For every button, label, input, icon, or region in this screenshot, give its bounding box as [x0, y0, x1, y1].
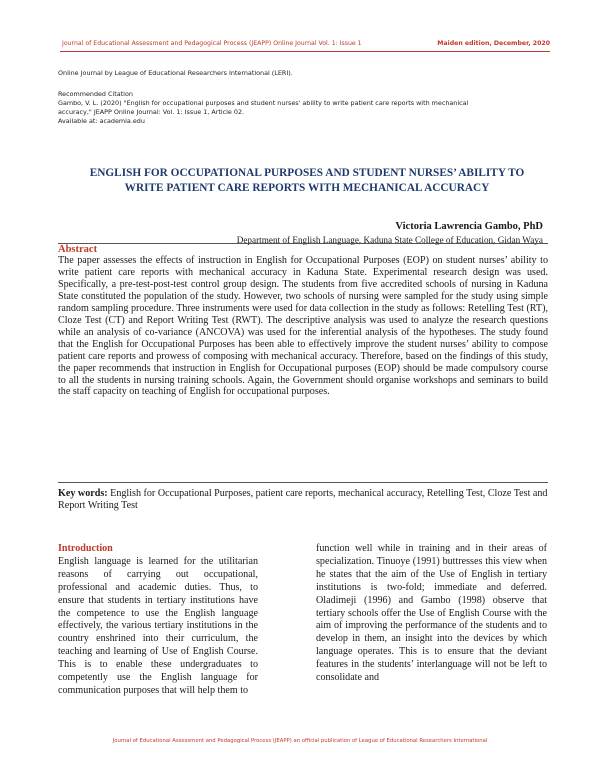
- citation-line-2: accuracy," JEAPP Online Journal: Vol. 1: Issue 1, Article 02.: [58, 108, 245, 116]
- page-footer: Journal of Educational Assessment and Pedagogical Process (JEAPP) an official publication of League of Educational Researchers International: [112, 738, 488, 744]
- keywords-text: English for Occupational Purposes, patient care reports, mechanical accuracy, Retelling Test, Cloze Test and Report Writing Test: [58, 488, 548, 511]
- abstract-top-rule: [58, 243, 548, 244]
- intro-right-column: [316, 543, 547, 685]
- introduction-heading: Introduction: [58, 543, 113, 554]
- edition-label: Maiden edition, December, 2020: [437, 40, 550, 47]
- abstract-text: The paper assesses the effects of instruction in English for Occupational Purposes (EOP) on student nurses’ ability to write patient care reports with mechanical accuracy in Kaduna State. Experimental research design was used. Specifically, a pre-test-post-test control group design. The students from five accredited schools of nursing in Kaduna State constituted the population of the study. However, two schools of nursing were sampled for the study using simple random sampling procedure. Three instruments were used for data collection in the study as follows: Retelling Test (RT), Cloze Test (CT) and Report Writing Test (RWT). The descriptive analysis was used to analyze the research questions while an analysis of co-variance (ANCOVA) was used for the inferential analysis of the hypotheses. The study found that the English for Occupational Purposes has been able to effectively improve the student nurses’ ability to compose patient care reports and prowess of composing with mechanical accuracy. Therefore, based on the findings of this study, the paper recommends that instruction in English for Occupational purposes (EOP) should be made compulsory course to all the students in nursing training schools. Again, the Government should organise workshops and seminars to build the staff capacity on teaching of English for occupational purposes.: [58, 255, 548, 398]
- keywords-label: Key words:: [58, 488, 108, 499]
- intro-right-text: function well while in training and in their areas of specialization. Tinuoye (1991) buttresses this view when he states that the aim of the Use of English in tertiary institutions is two-fold; immediate and deferred. Oladimeji (1996) and Gambo (1998) observe that tertiary schools offer the Use of English Course with the aim of improving the performance of the students and to develop in them, an insight into the devices by which language operates. This is to ensure that the deviant features in the students’ interlanguage will not be left to consolidate and: [316, 543, 547, 684]
- intro-left-column: [58, 543, 258, 698]
- intro-left-text: English language is learned for the utilitarian reasons of carrying out occupational, professional and academic duties. Thus, to ensure that students in tertiary institutions have the competence to use the English language effectively, the various tertiary institutions in the country enshrined into their curriculum, the teaching and learning of Use of English Course. This is to enable these undergraduates to competently use the English language for communication purposes that will help them to: [58, 555, 258, 696]
- paper-title-line-2: WRITE PATIENT CARE REPORTS WITH MECHANICAL ACCURACY: [124, 182, 490, 194]
- header-rule: [60, 51, 550, 52]
- running-header: [62, 40, 550, 47]
- journal-line: Journal of Educational Assessment and Pedagogical Process (JEAPP) Online Journal Vol. 1: Issue 1: [62, 40, 362, 47]
- author-name: Victoria Lawrencia Gambo, PhD: [395, 221, 543, 232]
- available-at: Available at: academia.edu: [58, 117, 145, 125]
- paper-title-line-1: ENGLISH FOR OCCUPATIONAL PURPOSES AND STUDENT NURSES’ ABILITY TO: [89, 167, 525, 179]
- recommended-citation-label: Recommended Citation: [58, 90, 133, 98]
- abstract-bottom-rule: [58, 482, 548, 483]
- keywords: [58, 488, 548, 512]
- citation-line-1: Gambo, V. L. (2020) "English for occupational purposes and student nurses' ability to write patient care reports with mechanical: [58, 99, 469, 107]
- author-affiliation: Department of English Language, Kaduna State College of Education, Gidan Waya: [236, 235, 543, 245]
- paper-title: [62, 166, 552, 196]
- abstract-heading: Abstract: [58, 244, 98, 255]
- online-journal-line: Online Journal by League of Educational Researchers International (LERI).: [58, 69, 293, 77]
